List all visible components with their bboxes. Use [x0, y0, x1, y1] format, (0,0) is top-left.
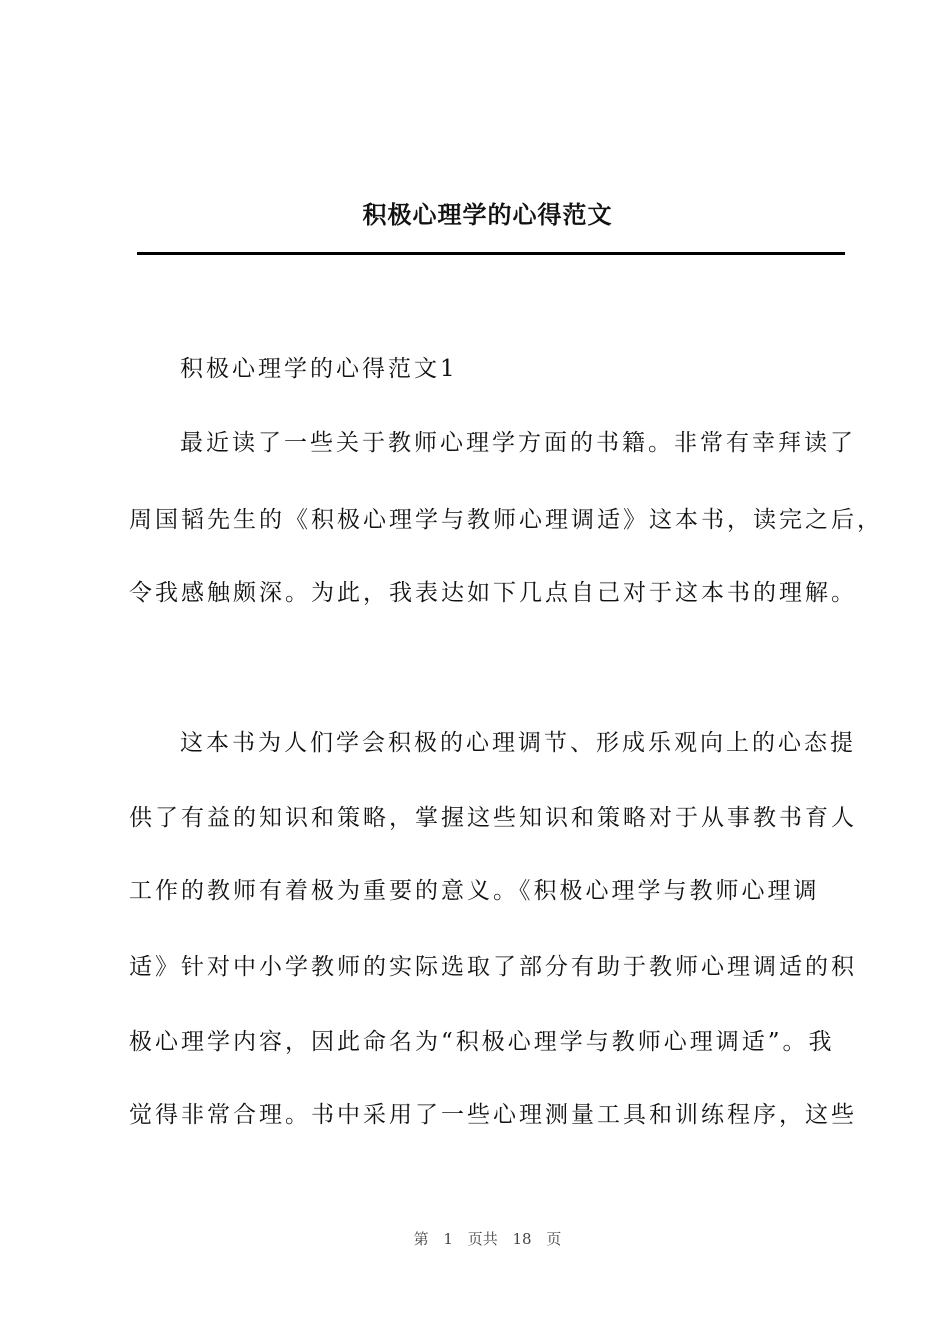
- page-number-footer: 第 1 页共 18 页: [413, 1230, 562, 1248]
- paragraph-line: 最近读了一些关于教师心理学方面的书籍。非常有幸拜读了: [180, 430, 856, 456]
- paragraph-line: 极心理学内容，因此命名为“积极心理学与教师心理调适”。我: [129, 1029, 835, 1055]
- paragraph-line: 适》针对中小学教师的实际选取了部分有助于教师心理调适的积: [129, 954, 857, 980]
- title-underline: [137, 252, 845, 255]
- document-title: 积极心理学的心得范文: [362, 200, 613, 229]
- paragraph-line: 周国韬先生的《积极心理学与教师心理调适》这本书，读完之后，: [129, 507, 883, 533]
- section-heading: 积极心理学的心得范文1: [180, 356, 458, 382]
- paragraph-line: 工作的教师有着极为重要的意义。《积极心理学与教师心理调: [129, 878, 820, 904]
- paragraph-line: 令我感触颇深。为此，我表达如下几点自己对于这本书的理解。: [129, 580, 857, 606]
- paragraph-line: 供了有益的知识和策略，掌握这些知识和策略对于从事教书育人: [129, 805, 857, 831]
- paragraph-line: 这本书为人们学会积极的心理调节、形成乐观向上的心态提: [180, 730, 856, 756]
- paragraph-line: 觉得非常合理。书中采用了一些心理测量工具和训练程序，这些: [129, 1102, 857, 1128]
